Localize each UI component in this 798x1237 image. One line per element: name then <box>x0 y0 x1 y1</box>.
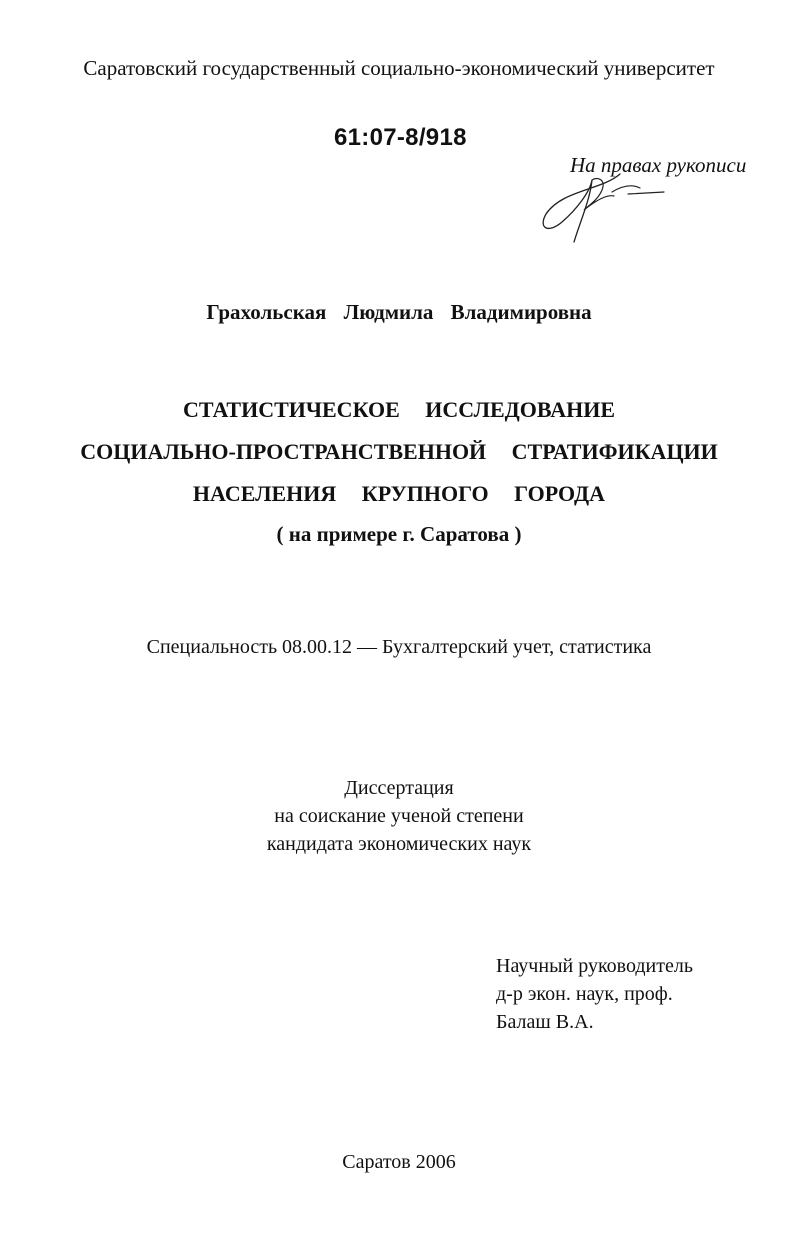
thesis-title-line: НАСЕЛЕНИЯ КРУПНОГО ГОРОДА <box>192 481 606 506</box>
thesis-subtitle: ( на примере г. Саратова ) <box>276 522 522 546</box>
university-name: Саратовский государственный социально-экономический университет <box>83 56 715 80</box>
supervisor-name: Балаш В.А. <box>496 1011 594 1033</box>
degree-purpose: на соискание ученой степени <box>274 805 524 827</box>
author-name: Грахольская Людмила Владимировна <box>206 300 592 324</box>
supervisor-label: Научный руководитель <box>496 955 693 977</box>
catalog-code: 61:07-8/918 <box>334 124 467 151</box>
thesis-title-line: СТАТИСТИЧЕСКОЕ ИССЛЕДОВАНИЕ <box>182 397 615 422</box>
dissertation-label: Диссертация <box>344 777 454 799</box>
supervisor-credentials: д-р экон. наук, проф. <box>496 983 673 1005</box>
degree-name: кандидата экономических наук <box>266 833 532 855</box>
manuscript-rights-note: На правах рукописи <box>570 153 747 177</box>
handwritten-signature <box>532 170 672 250</box>
city-year: Саратов 2006 <box>342 1151 456 1173</box>
specialty-line: Специальность 08.00.12 — Бухгалтерский учет, статистика <box>146 636 652 658</box>
thesis-title-line: СОЦИАЛЬНО-ПРОСТРАНСТВЕННОЙ СТРАТИФИКАЦИИ <box>80 439 718 464</box>
